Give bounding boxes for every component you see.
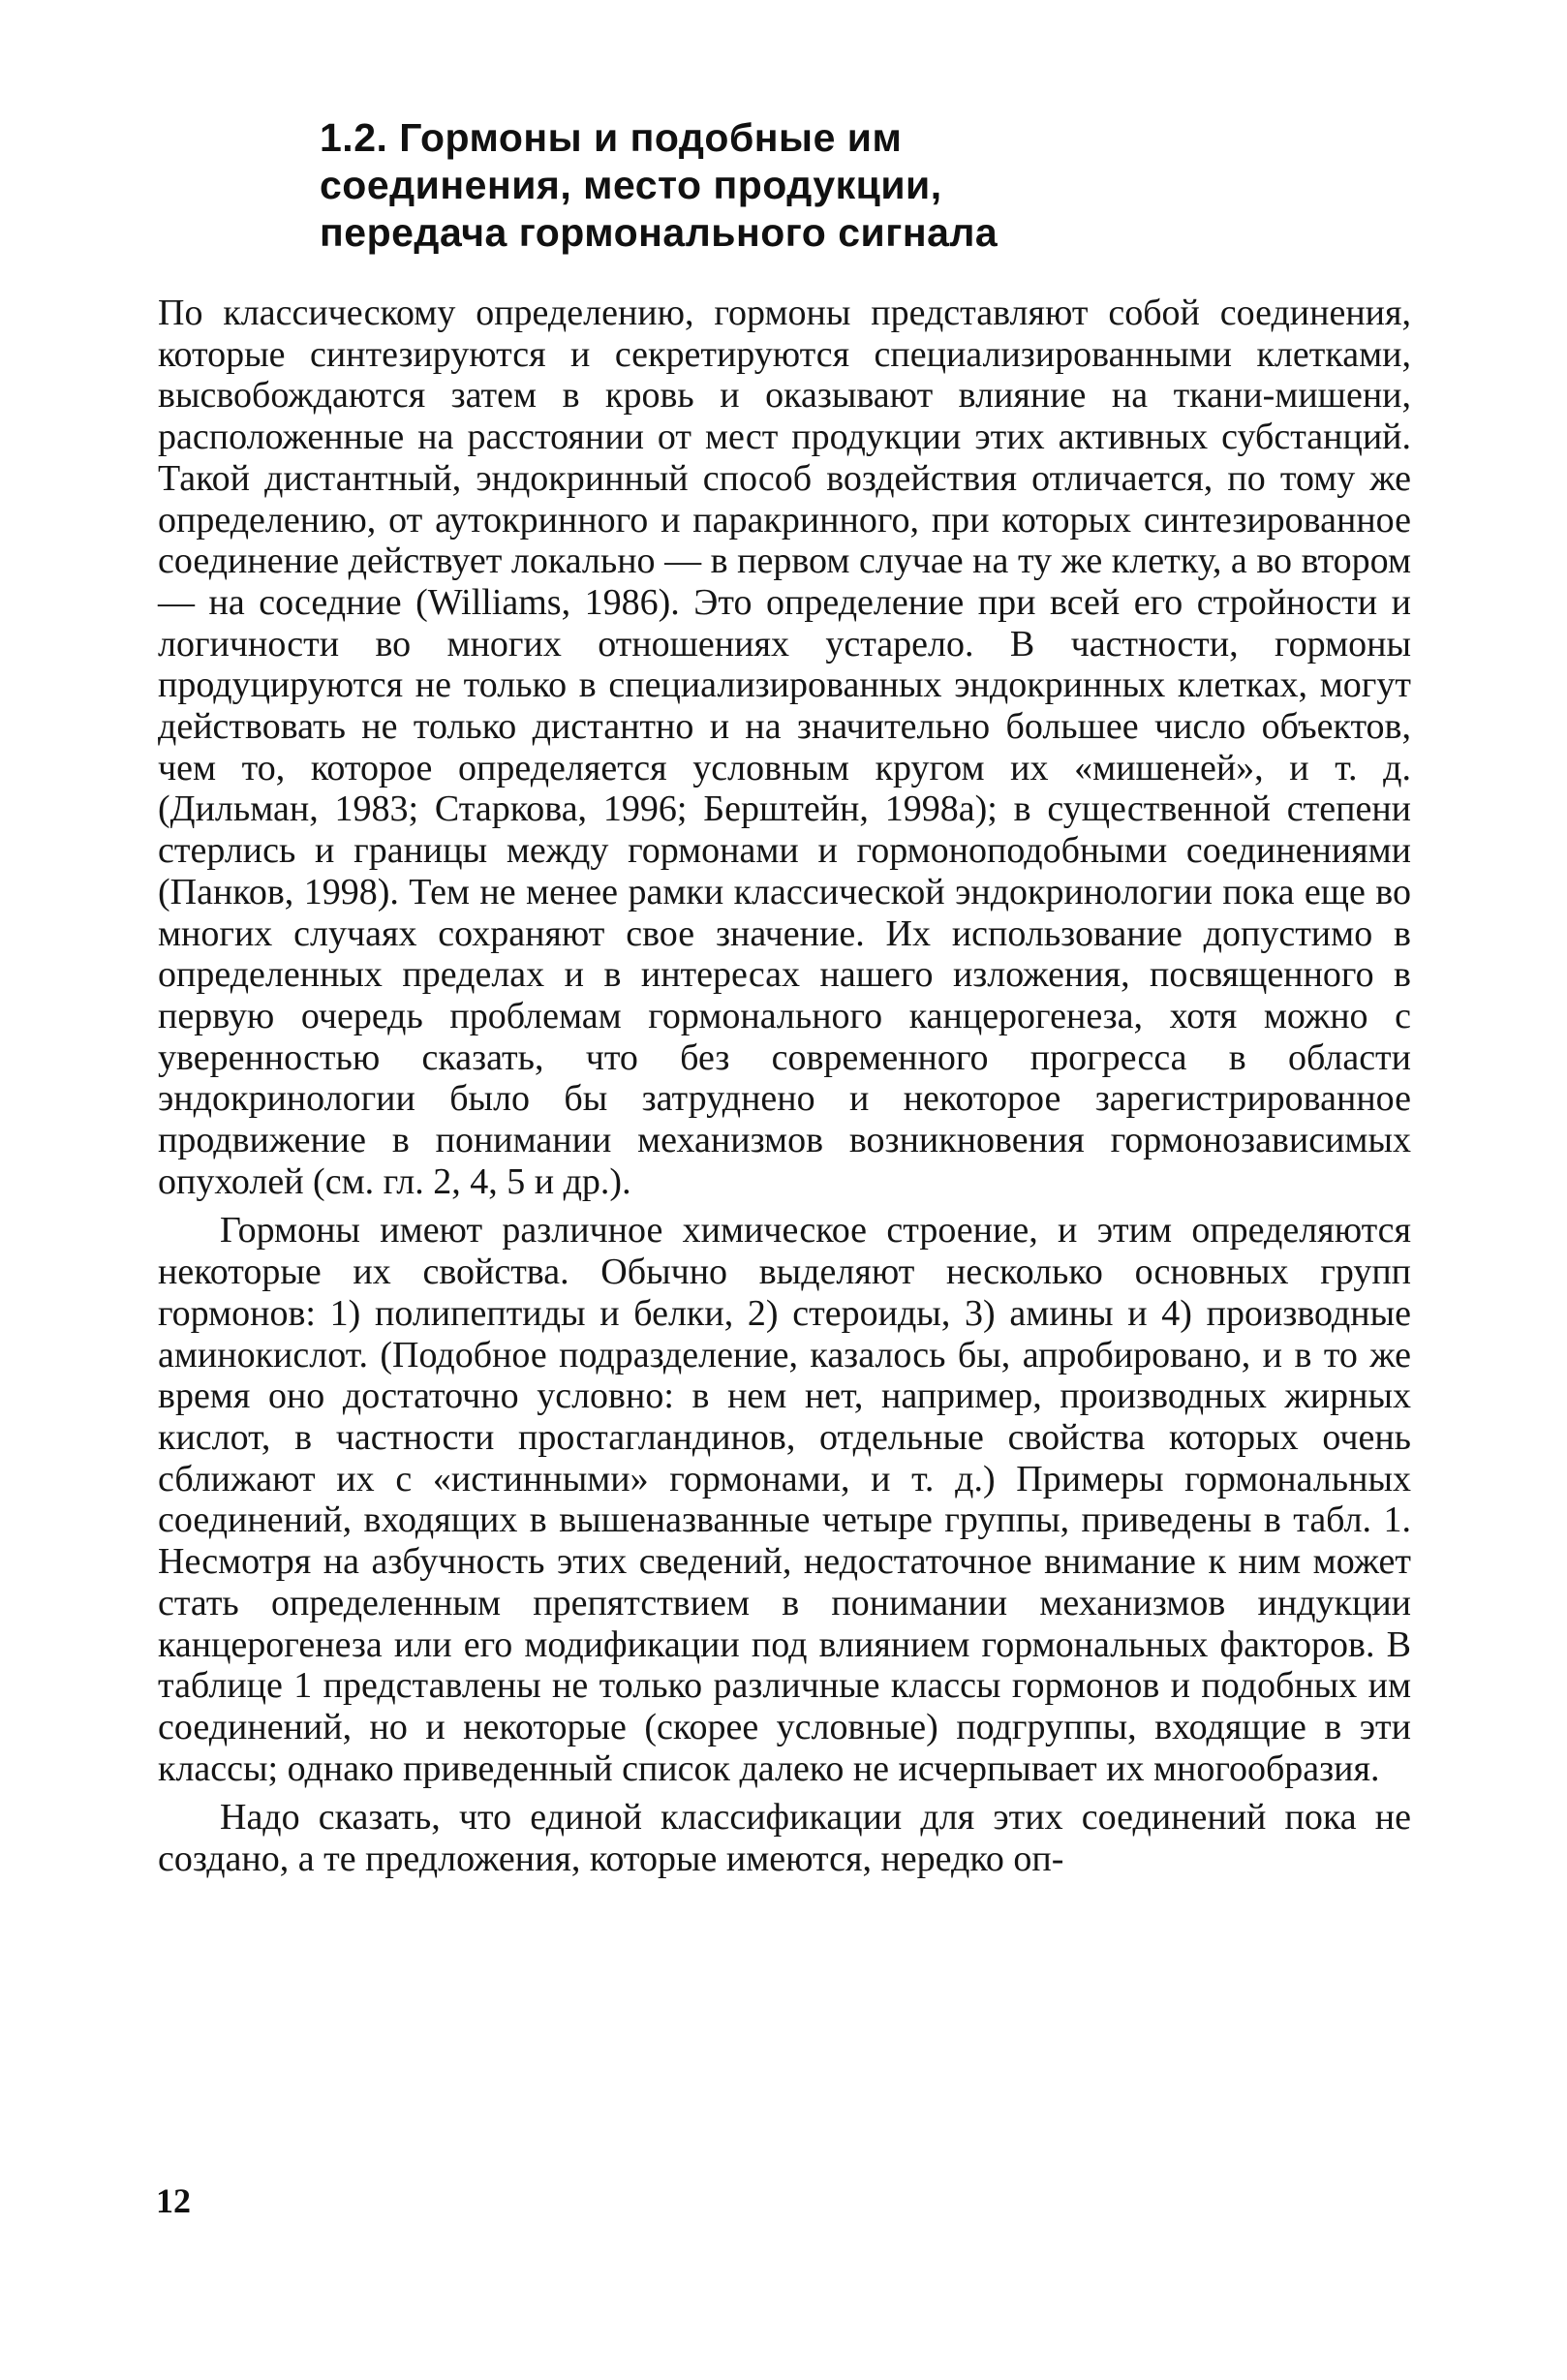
paragraph-3: Надо сказать, что единой классификации для этих соединений пока не создано, а те предложения, которые имеются, нередко оп- bbox=[158, 1797, 1411, 1880]
heading-line-3: передача гормонального сигнала bbox=[320, 210, 999, 255]
page-number: 12 bbox=[156, 2181, 191, 2220]
heading-line-1: 1.2. Гормоны и подобные им bbox=[320, 115, 903, 160]
paragraph-2: Гормоны имеют различное химическое строение, и этим определяются некоторые их свойства. Обычно выделяют несколько основных групп гормонов: 1) полипептиды и белки, 2) стероиды, 3) амины и 4) производные аминокислот. (Подобное подразделение, казалось бы, апробировано, и в то же время оно достаточно условно: в нем нет, например, производных жирных кислот, в частности простагландинов, отдельные свойства которых очень сближают их с «истинными» гормонами, и т. д.) Примеры гормональных соединений, входящих в вышеназванные четыре группы, приведены в табл. 1. Несмотря на азбучность этих сведений, недостаточное внимание к ним может стать определенным препятствием в понимании механизмов индукции канцерогенеза или его модификации под влиянием гормональных факторов. В таблице 1 представлены не только различные классы гормонов и подобных им соединений, но и некоторые (скорее условные) подгруппы, входящие в эти классы; однако приведенный список далеко не исчерпывает их многообразия. bbox=[158, 1210, 1411, 1789]
paragraph-1: По классическому определению, гормоны представляют собой соединения, которые синтезируются и секретируются специализированными клетками, высвобождаются затем в кровь и оказывают влияние на ткани-мишени, расположенные на расстоянии от мест продукции этих активных субстанций. Такой дистантный, эндокринный способ воздействия отличается, по тому же определению, от аутокринного и паракринного, при которых синтезированное соединение действует локально — в первом случае на ту же клетку, а во втором — на соседние (Williams, 1986). Это определение при всей его стройности и логичности во многих отношениях устарело. В частности, гормоны продуцируются не только в специализированных эндокринных клетках, могут действовать не только дистантно и на значительно большее число объектов, чем то, которое определяется условным кругом их «мишеней», и т. д. (Дильман, 1983; Старкова, 1996; Берштейн, 1998а); в существенной степени стерлись и границы между гормонами и гормоноподобными соединениями (Панков, 1998). Тем не менее рамки классической эндокринологии пока еще во многих случаях сохраняют свое значение. Их использование допустимо в определенных пределах и в интересах нашего изложения, посвященного в первую очередь проблемам гормонального канцерогенеза, хотя можно с уверенностью сказать, что без современного прогресса в области эндокринологии было бы затруднено и некоторое зарегистрированное продвижение в понимании механизмов возникновения гормонозависимых опухолей (см. гл. 2, 4, 5 и др.). bbox=[158, 293, 1411, 1202]
heading-line-2: соединения, место продукции, bbox=[320, 163, 942, 207]
body-text bbox=[158, 293, 1411, 1888]
section-heading bbox=[320, 114, 1288, 257]
